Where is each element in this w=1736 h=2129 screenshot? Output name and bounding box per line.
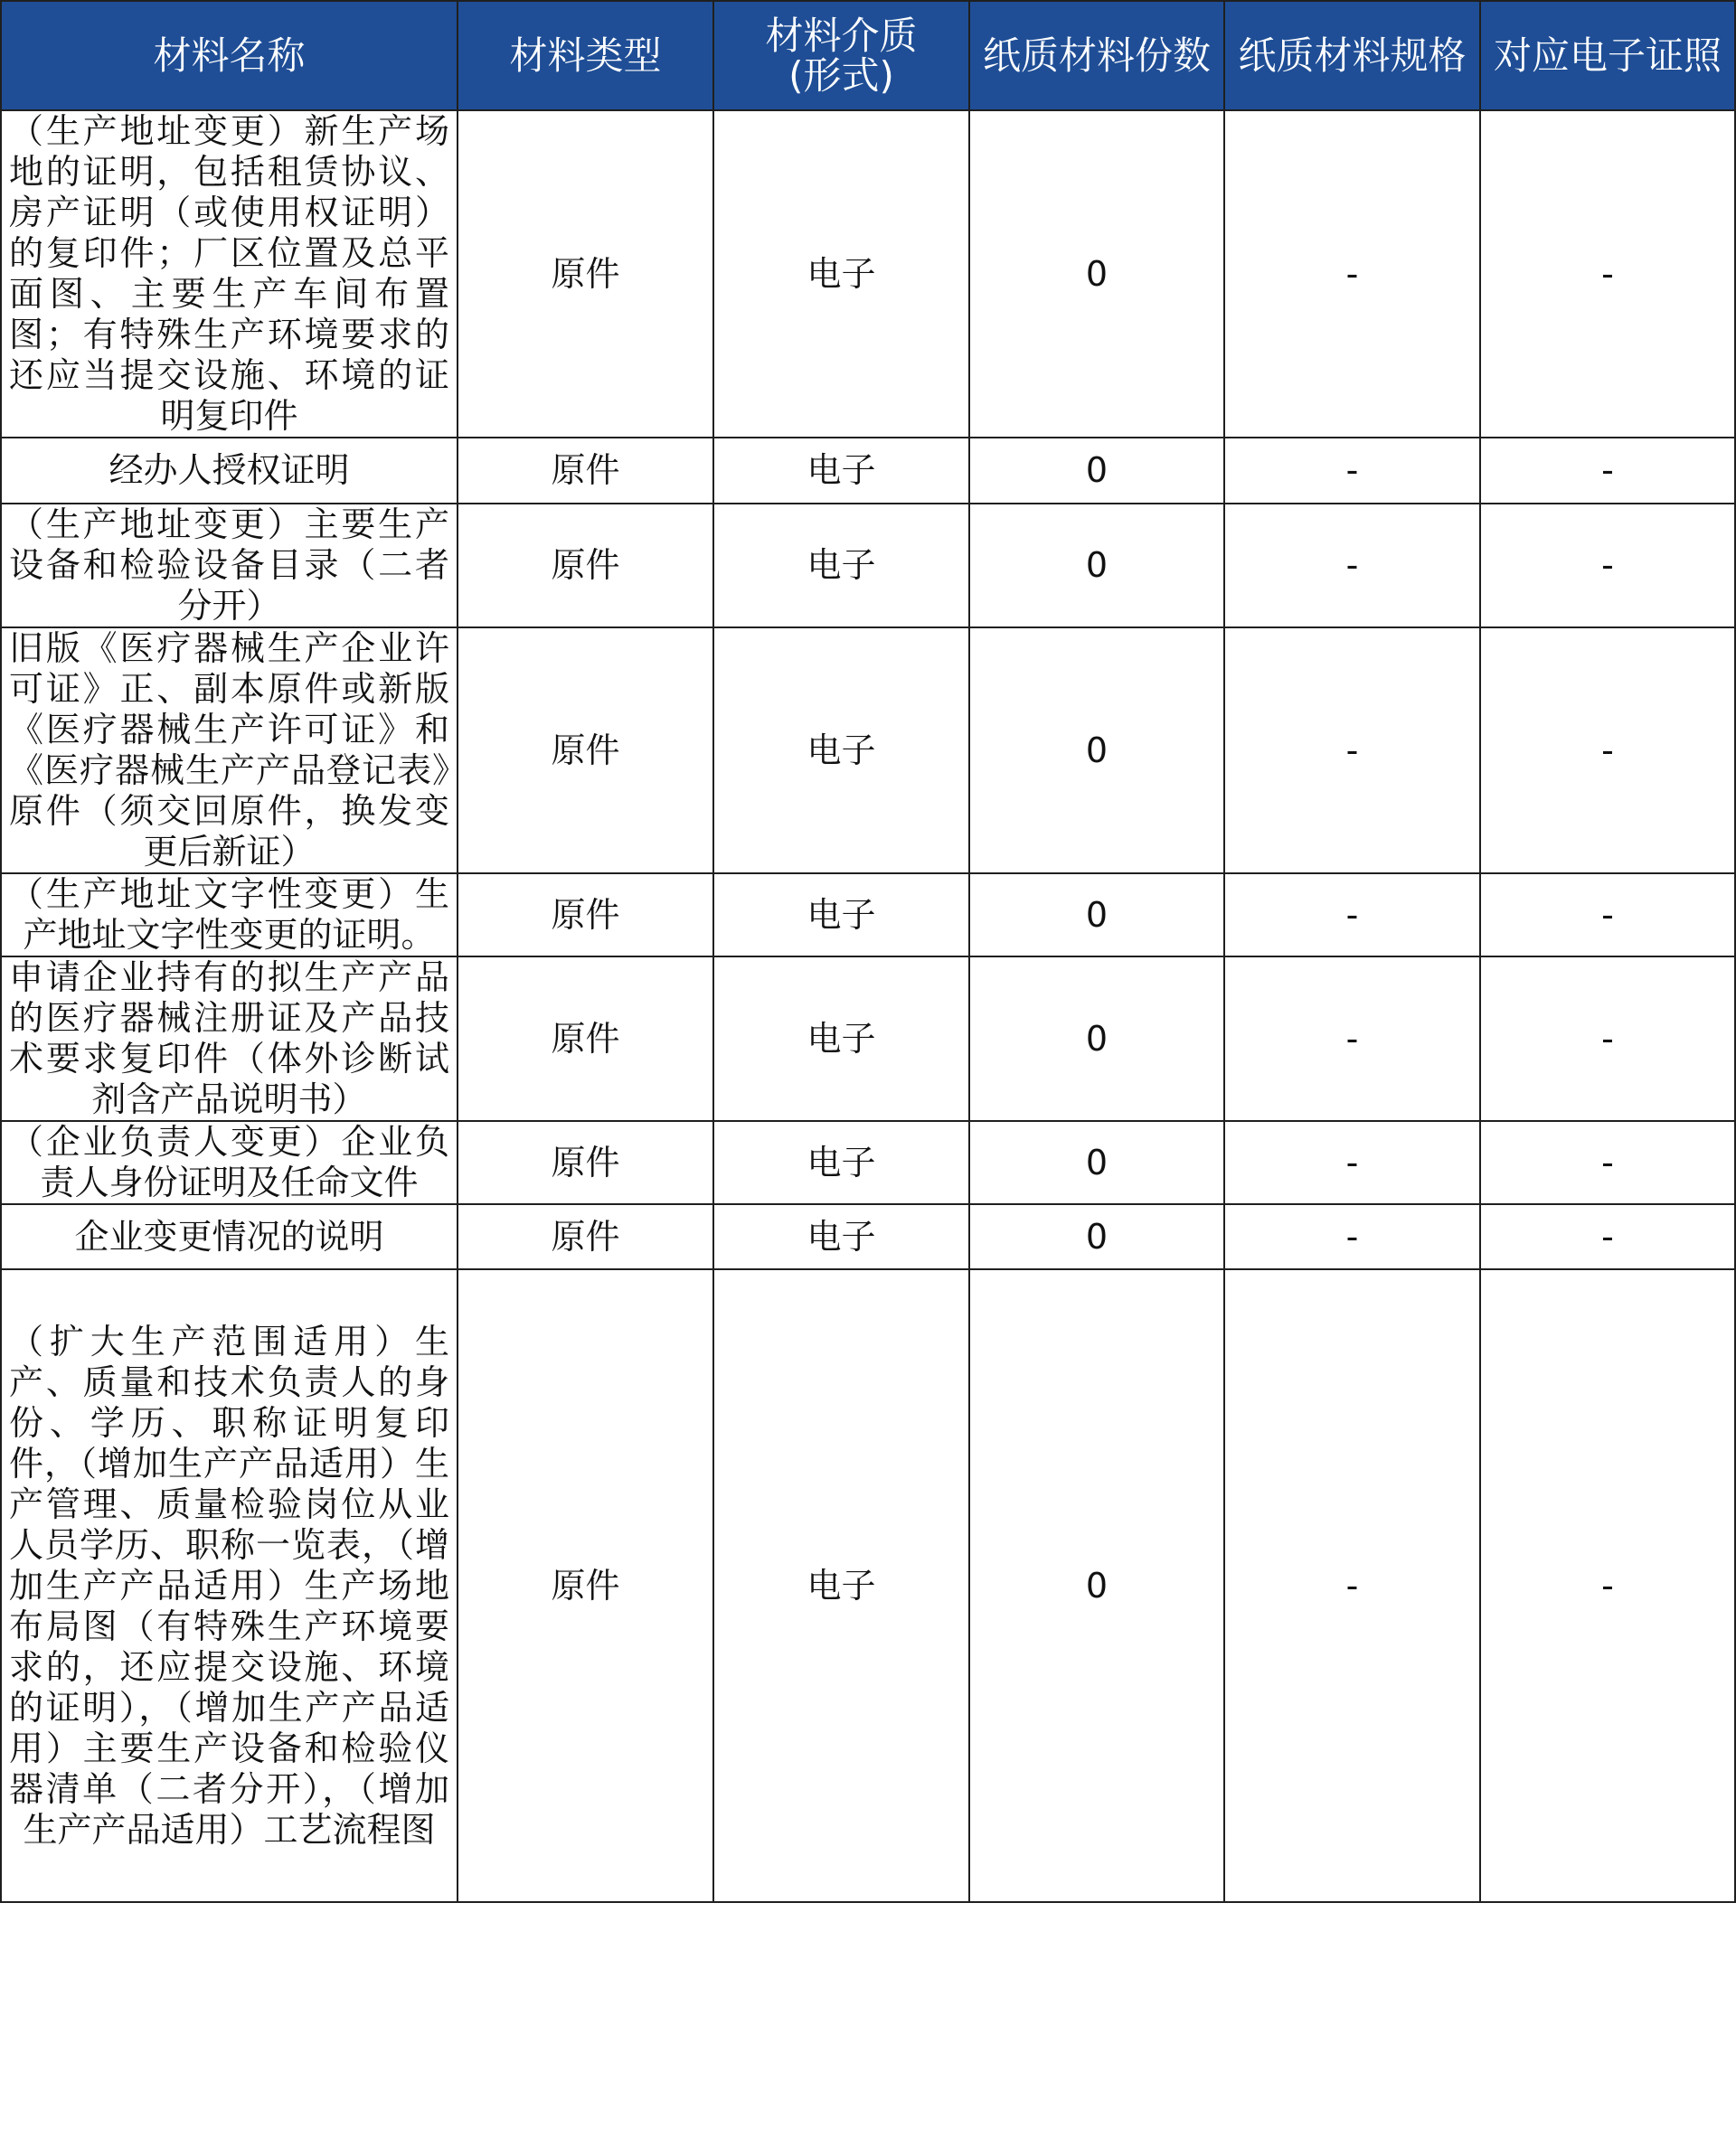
table-row [1, 438, 1735, 504]
cell-material-type: 原件 [458, 1121, 713, 1204]
cell-e-license: - [1480, 1121, 1735, 1204]
header-e-license: 对应电子证照 [1480, 1, 1735, 110]
cell-material-type: 原件 [458, 956, 713, 1121]
cell-material-type: 原件 [458, 1204, 713, 1269]
header-paper-copies: 纸质材料份数 [969, 1, 1224, 110]
header-material-medium: 材料介质 (形式) [713, 1, 969, 110]
cell-material-type: 原件 [458, 110, 713, 438]
cell-material-name: （企业负责人变更）企业负责人身份证明及任命文件 [1, 1121, 458, 1204]
cell-paper-copies: 0 [969, 110, 1224, 438]
cell-material-medium: 电子 [713, 956, 969, 1121]
cell-material-medium: 电子 [713, 504, 969, 627]
cell-paper-copies: 0 [969, 1269, 1224, 1902]
cell-e-license: - [1480, 1204, 1735, 1269]
table-row [1, 627, 1735, 873]
cell-material-name: 企业变更情况的说明 [1, 1204, 458, 1269]
cell-paper-spec: - [1224, 956, 1480, 1121]
cell-paper-copies: 0 [969, 1204, 1224, 1269]
cell-paper-spec: - [1224, 1121, 1480, 1204]
cell-material-type: 原件 [458, 1269, 713, 1902]
cell-paper-copies: 0 [969, 873, 1224, 956]
cell-paper-spec: - [1224, 1269, 1480, 1902]
cell-material-medium: 电子 [713, 110, 969, 438]
cell-paper-spec: - [1224, 873, 1480, 956]
cell-paper-spec: - [1224, 504, 1480, 627]
cell-material-name: （生产地址文字性变更）生产地址文字性变更的证明。 [1, 873, 458, 956]
cell-e-license: - [1480, 504, 1735, 627]
cell-material-name: （生产地址变更）新生产场地的证明，包括租赁协议、房产证明（或使用权证明）的复印件；厂区位置及总平面图、主要生产车间布置图；有特殊生产环境要求的还应当提交设施、环境的证明复印件 [1, 110, 458, 438]
cell-material-type: 原件 [458, 873, 713, 956]
cell-material-name: 旧版《医疗器械生产企业许可证》正、副本原件或新版《医疗器械生产许可证》和《医疗器械生产产品登记表》原件（须交回原件，换发变更后新证） [1, 627, 458, 873]
cell-paper-copies: 0 [969, 504, 1224, 627]
table-row [1, 1204, 1735, 1269]
table-header [1, 1, 1735, 110]
cell-material-type: 原件 [458, 438, 713, 504]
table-row [1, 1269, 1735, 1902]
cell-material-medium: 电子 [713, 438, 969, 504]
cell-material-name: 经办人授权证明 [1, 438, 458, 504]
cell-material-medium: 电子 [713, 1269, 969, 1902]
header-material-type: 材料类型 [458, 1, 713, 110]
cell-paper-copies: 0 [969, 1121, 1224, 1204]
cell-paper-copies: 0 [969, 627, 1224, 873]
table-row [1, 873, 1735, 956]
cell-paper-spec: - [1224, 110, 1480, 438]
cell-material-name: 申请企业持有的拟生产产品的医疗器械注册证及产品技术要求复印件（体外诊断试剂含产品说明书） [1, 956, 458, 1121]
cell-e-license: - [1480, 873, 1735, 956]
cell-material-medium: 电子 [713, 873, 969, 956]
cell-e-license: - [1480, 627, 1735, 873]
header-row [1, 1, 1735, 110]
header-paper-spec: 纸质材料规格 [1224, 1, 1480, 110]
cell-paper-spec: - [1224, 438, 1480, 504]
table-body [1, 110, 1735, 1902]
cell-e-license: - [1480, 110, 1735, 438]
cell-e-license: - [1480, 956, 1735, 1121]
cell-material-type: 原件 [458, 504, 713, 627]
cell-e-license: - [1480, 1269, 1735, 1902]
table-row [1, 504, 1735, 627]
table-row [1, 956, 1735, 1121]
cell-material-type: 原件 [458, 627, 713, 873]
cell-material-medium: 电子 [713, 1204, 969, 1269]
table-row [1, 110, 1735, 438]
cell-material-name: （扩大生产范围适用）生产、质量和技术负责人的身份、学历、职称证明复印件，（增加生产产品适用）生产管理、质量检验岗位从业人员学历、职称一览表，（增加生产产品适用）生产场地布局图（有特殊生产环境要求的，还应提交设施、环境的证明），（增加生产产品适用）主要生产设备和检验仪器清单（二者分开），（增加生产产品适用）工艺流程图 [1, 1269, 458, 1902]
cell-material-medium: 电子 [713, 627, 969, 873]
cell-e-license: - [1480, 438, 1735, 504]
header-material-name: 材料名称 [1, 1, 458, 110]
table-row [1, 1121, 1735, 1204]
cell-paper-spec: - [1224, 1204, 1480, 1269]
cell-paper-copies: 0 [969, 438, 1224, 504]
cell-paper-copies: 0 [969, 956, 1224, 1121]
cell-material-name: （生产地址变更）主要生产设备和检验设备目录（二者分开） [1, 504, 458, 627]
cell-material-medium: 电子 [713, 1121, 969, 1204]
cell-paper-spec: - [1224, 627, 1480, 873]
